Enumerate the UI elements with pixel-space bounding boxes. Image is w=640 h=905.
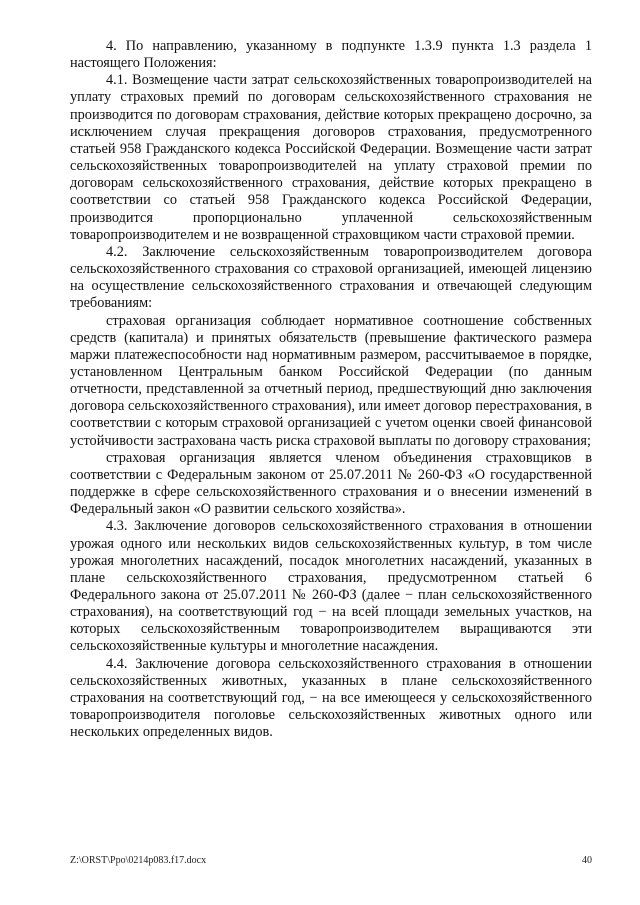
paragraph-4-2-req-2: страховая организация является членом объединения страховщиков в соответствии с Федеральным законом от 25.07.2011 № 260-ФЗ «О государственной поддержке в сфере сельскохозяйственного страхования и о внесении изменений в Федеральный закон «О развитии сельского хозяйства».	[70, 449, 592, 518]
footer-page-number: 40	[582, 855, 592, 866]
document-body	[70, 38, 592, 741]
paragraph-4-3: 4.3. Заключение договоров сельскохозяйственного страхования в отношении урожая одного или нескольких видов сельскохозяйственных культур, в том числе урожая многолетних насаждений, посадок многолетних насаждений, указанных в плане сельскохозяйственного страхования, предусмотренном статьей 6 Федерального закона от 25.07.2011 № 260-ФЗ (далее − план сельскохозяйственного страхования), на соответствующий год − на всей площади земельных участков, на которых сельскохозяйственным товаропроизводителем выращиваются эти сельскохозяйственные культуры и многолетние насаждения.	[70, 518, 592, 655]
footer-file-path: Z:\ORST\Ppo\0214p083.f17.docx	[70, 855, 207, 866]
paragraph-4-4: 4.4. Заключение договора сельскохозяйственного страхования в отношении сельскохозяйственных животных, указанных в плане сельскохозяйственного страхования на соответствующий год, − на все имеющееся у сельскохозяйственного товаропроизводителя поголовье сельскохозяйственных животных одного или нескольких определенных видов.	[70, 655, 592, 741]
paragraph-4-2-req-1: страховая организация соблюдает нормативное соотношение собственных средств (капитала) и принятых обязательств (превышение фактического размера маржи платежеспособности над нормативным размером, рассчитываемое в порядке, установленном Центральным банком Российской Федерации (по данным отчетности, представленной за отчетный период, предшествующий дню заключения договора сельскохозяйственного страхования), или имеет договор перестрахования, в соответствии с которым страховой организацией с учетом оценки своей финансовой устойчивости застрахована часть риска страховой выплаты по договору страхования;	[70, 312, 592, 449]
paragraph-4-2: 4.2. Заключение сельскохозяйственным товаропроизводителем договора сельскохозяйственного страхования со страховой организацией, имеющей лицензию на осуществление сельскохозяйственного страхования и отвечающей следующим требованиям:	[70, 243, 592, 312]
paragraph-4: 4. По направлению, указанному в подпункте 1.3.9 пункта 1.3 раздела 1 настоящего Положения:	[70, 38, 592, 72]
paragraph-4-1: 4.1. Возмещение части затрат сельскохозяйственных товаропроизводителей на уплату страховых премий по договорам сельскохозяйственного страхования не производится по договорам страхования, действие которых прекращено досрочно, за исключением случая прекращения договоров страхования, предусмотренного статьей 958 Гражданского кодекса Российской Федерации. Возмещение части затрат сельскохозяйственных товаропроизводителей на уплату страховой премии по договорам сельскохозяйственного страхования, действие которых прекращено в соответствии со статьей 958 Гражданского кодекса Российской Федерации, производится пропорционально уплаченной сельскохозяйственным товаропроизводителем и не возвращенной страховщиком части страховой премии.	[70, 72, 592, 243]
